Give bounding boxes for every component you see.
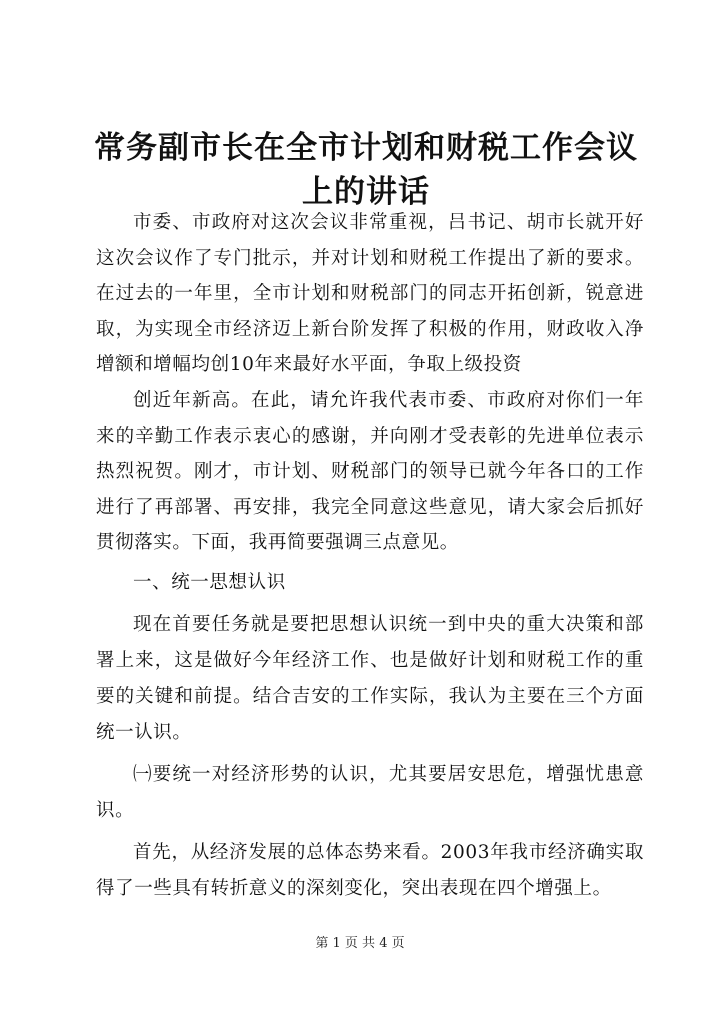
paragraph-economic-situation: ㈠要统一对经济形势的认识，尤其要居安思危，增强忧患意识。 (96, 763, 644, 821)
paragraph-first-task: 现在首要任务就是要把思想认识统一到中央的重大决策和部署上来，这是做好今年经济工作、也是做好计划和财税工作的重要的关键和前提。结合吉安的工作实际，我认为主要在三个方面统一认识。 (96, 613, 644, 743)
section-heading-unify-thinking: 一、统一思想认识 (133, 571, 286, 593)
page-number-footer: 第 1 页 共 4 页 (315, 936, 405, 951)
paragraph-opening: 市委、市政府对这次会议非常重视，吕书记、胡市长就开好这次会议作了专门批示，并对计划和财税工作提出了新的要求。在过去的一年里，全市计划和财税部门的同志开拓创新，锐意进取，为实现全市经济迈上新台阶发挥了积极的作用，财政收入净增额和增幅均创10年来最好水平面，争取上级投资 (96, 212, 644, 376)
paragraph-thanks: 创近年新高。在此，请允许我代表市委、市政府对你们一年来的辛勤工作表示衷心的感谢，并向刚才受表彰的先进单位表示热烈祝贺。刚才，市计划、财税部门的领导已就今年各口的工作进行了再部署、再安排，我完全同意这些意见，请大家会后抓好贯彻落实。下面，我再简要强调三点意见。 (96, 389, 644, 554)
document-body (96, 205, 644, 907)
document-title: 常务副市长在全市计划和财税工作会议上的讲话 (94, 130, 638, 210)
paragraph-overall-trend: 首先，从经济发展的总体态势来看。2003年我市经济确实取得了一些具有转折意义的深刻变化，突出表现在四个增强上。 (96, 841, 644, 899)
